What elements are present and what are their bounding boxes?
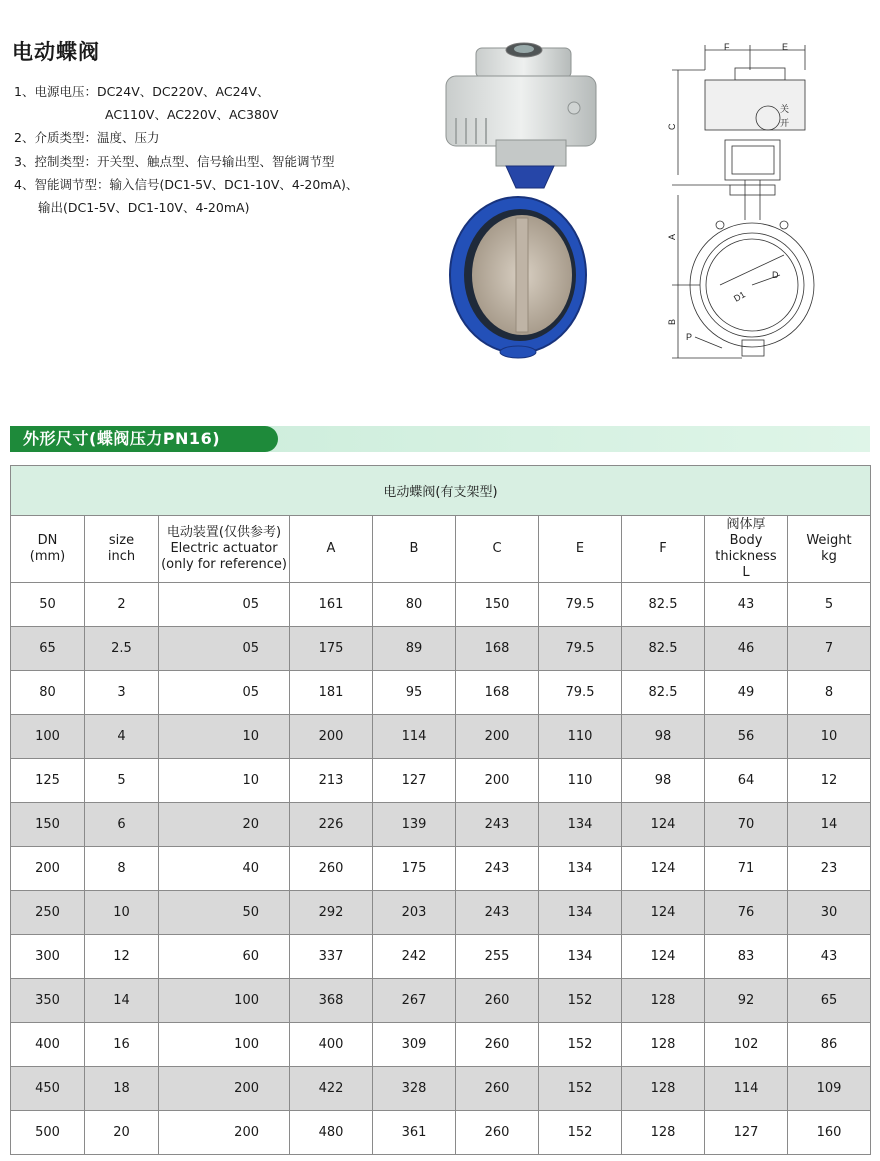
table-cell: 98: [622, 759, 705, 803]
table-row: [11, 759, 871, 803]
label-p: P: [686, 332, 693, 342]
table-cell: 200: [456, 715, 539, 759]
table-cell: 125: [11, 759, 85, 803]
column-header: [456, 516, 539, 583]
table-cell: 168: [456, 671, 539, 715]
table-cell: 82.5: [622, 583, 705, 627]
table-cell: 260: [456, 1023, 539, 1067]
table-cell: 30: [788, 891, 871, 935]
table-cell: 175: [290, 627, 373, 671]
table-cell: 71: [705, 847, 788, 891]
dimension-table: [10, 465, 871, 1155]
table-cell: 60: [159, 935, 290, 979]
table-cell: 14: [788, 803, 871, 847]
column-header-line: L: [742, 565, 750, 580]
spec-item: 2、介质类型：温度、压力: [14, 130, 160, 146]
table-cell: 260: [456, 1067, 539, 1111]
table-row: [11, 979, 871, 1023]
column-header-line: B: [409, 541, 419, 556]
table-cell: 18: [85, 1067, 159, 1111]
spec-item: 输出(DC1-5V、DC1-10V、4-20mA): [38, 200, 250, 216]
column-header-line: Body: [729, 533, 763, 548]
table-cell: 64: [705, 759, 788, 803]
spec-item: 4、智能调节型：输入信号(DC1-5V、DC1-10V、4-20mA)、: [14, 176, 359, 192]
table-cell: 89: [373, 627, 456, 671]
table-cell: 50: [159, 891, 290, 935]
table-row: [11, 891, 871, 935]
table-cell: 10: [159, 759, 290, 803]
table-cell: 127: [705, 1111, 788, 1155]
spec-item: 3、控制类型：开关型、触点型、信号输出型、智能调节型: [14, 153, 335, 169]
label-c: C: [667, 123, 677, 130]
table-cell: 65: [788, 979, 871, 1023]
table-cell: 134: [539, 803, 622, 847]
table-cell: 10: [788, 715, 871, 759]
table-cell: 450: [11, 1067, 85, 1111]
table-cell: 79.5: [539, 583, 622, 627]
column-header-line: Electric actuator: [170, 541, 278, 556]
table-cell: 139: [373, 803, 456, 847]
table-cell: 05: [159, 583, 290, 627]
spec-item: AC110V、AC220V、AC380V: [105, 107, 279, 123]
dimension-drawing: [660, 40, 870, 365]
table-cell: 124: [622, 935, 705, 979]
table-cell: 43: [788, 935, 871, 979]
column-header-line: 阀体厚: [726, 517, 766, 532]
table-row: [11, 583, 871, 627]
table-cell: 260: [456, 1111, 539, 1155]
table-body: [11, 583, 871, 1155]
column-header: [788, 516, 871, 583]
table-cell: 109: [788, 1067, 871, 1111]
table-cell: 422: [290, 1067, 373, 1111]
table-cell: 128: [622, 1067, 705, 1111]
table-cell: 110: [539, 715, 622, 759]
table-cell: 300: [11, 935, 85, 979]
table-cell: 95: [373, 671, 456, 715]
column-header: [85, 516, 159, 583]
table-cell: 102: [705, 1023, 788, 1067]
table-cell: 213: [290, 759, 373, 803]
table-cell: 76: [705, 891, 788, 935]
table-cell: 226: [290, 803, 373, 847]
table-row: [11, 715, 871, 759]
table-cell: 40: [159, 847, 290, 891]
table-cell: 400: [290, 1023, 373, 1067]
table-cell: 8: [788, 671, 871, 715]
table-cell: 134: [539, 891, 622, 935]
table-cell: 350: [11, 979, 85, 1023]
table-cell: 242: [373, 935, 456, 979]
table-cell: 110: [539, 759, 622, 803]
table-cell: 328: [373, 1067, 456, 1111]
valve-photo: [436, 40, 604, 370]
table-row: [11, 803, 871, 847]
label-a: A: [667, 233, 677, 240]
table-row: [11, 1067, 871, 1111]
table-cell: 200: [290, 715, 373, 759]
table-cell: 243: [456, 847, 539, 891]
table-cell: 82.5: [622, 671, 705, 715]
table-cell: 2.5: [85, 627, 159, 671]
table-cell: 243: [456, 803, 539, 847]
table-row: [11, 847, 871, 891]
table-cell: 134: [539, 935, 622, 979]
column-header-line: C: [492, 541, 502, 556]
table-cell: 368: [290, 979, 373, 1023]
table-cell: 65: [11, 627, 85, 671]
column-header: [159, 516, 290, 583]
table-cell: 3: [85, 671, 159, 715]
table-cell: 100: [159, 979, 290, 1023]
table-cell: 98: [622, 715, 705, 759]
table-cell: 150: [456, 583, 539, 627]
table-cell: 114: [705, 1067, 788, 1111]
table-cell: 79.5: [539, 671, 622, 715]
table-cell: 309: [373, 1023, 456, 1067]
table-row: [11, 1023, 871, 1067]
table-cell: 480: [290, 1111, 373, 1155]
column-header-line: size: [108, 533, 135, 548]
table-cell: 152: [539, 979, 622, 1023]
table-cell: 181: [290, 671, 373, 715]
table-cell: 127: [373, 759, 456, 803]
table-cell: 337: [290, 935, 373, 979]
table-cell: 150: [11, 803, 85, 847]
table-cell: 128: [622, 979, 705, 1023]
label-close: 关: [780, 104, 790, 114]
table-cell: 400: [11, 1023, 85, 1067]
table-cell: 292: [290, 891, 373, 935]
table-cell: 20: [85, 1111, 159, 1155]
table-cell: 250: [11, 891, 85, 935]
table-cell: 152: [539, 1111, 622, 1155]
label-b: B: [667, 318, 677, 325]
table-cell: 2: [85, 583, 159, 627]
table-cell: 100: [159, 1023, 290, 1067]
column-header-line: DN: [37, 533, 58, 548]
column-header: [622, 516, 705, 583]
table-cell: 10: [85, 891, 159, 935]
table-header-row: [11, 516, 871, 583]
section-title: 外形尺寸(蝶阀压力PN16): [10, 426, 278, 452]
table-cell: 92: [705, 979, 788, 1023]
label-d: D: [772, 270, 779, 280]
column-header: [539, 516, 622, 583]
table-cell: 70: [705, 803, 788, 847]
table-cell: 8: [85, 847, 159, 891]
table-row: [11, 671, 871, 715]
table-cell: 200: [456, 759, 539, 803]
column-header-line: E: [575, 541, 585, 556]
table-cell: 128: [622, 1023, 705, 1067]
table-cell: 260: [290, 847, 373, 891]
table-cell: 160: [788, 1111, 871, 1155]
table-cell: 79.5: [539, 627, 622, 671]
table-cell: 23: [788, 847, 871, 891]
table-cell: 05: [159, 627, 290, 671]
table-cell: 114: [373, 715, 456, 759]
table-cell: 175: [373, 847, 456, 891]
table-cell: 203: [373, 891, 456, 935]
table-cell: 200: [159, 1067, 290, 1111]
spec-item: 1、电源电压：DC24V、DC220V、AC24V、: [14, 84, 270, 99]
column-header: [11, 516, 85, 583]
table-row: [11, 627, 871, 671]
table-cell: 243: [456, 891, 539, 935]
column-header-line: Weight: [806, 533, 852, 548]
table-cell: 82.5: [622, 627, 705, 671]
table-cell: 20: [159, 803, 290, 847]
table-cell: 14: [85, 979, 159, 1023]
table-cell: 260: [456, 979, 539, 1023]
table-cell: 43: [705, 583, 788, 627]
column-header: [705, 516, 788, 583]
table-cell: 46: [705, 627, 788, 671]
table-cell: 83: [705, 935, 788, 979]
table-cell: 10: [159, 715, 290, 759]
label-f: F: [724, 42, 730, 52]
table-cell: 49: [705, 671, 788, 715]
table-cell: 124: [622, 891, 705, 935]
spec-list: [14, 80, 414, 219]
table-cell: 100: [11, 715, 85, 759]
table-cell: 86: [788, 1023, 871, 1067]
table-cell: 124: [622, 847, 705, 891]
table-cell: 255: [456, 935, 539, 979]
label-d1: D1: [732, 289, 747, 304]
column-header-line: F: [659, 541, 667, 556]
page-title: 电动蝶阀: [12, 40, 100, 64]
table-cell: 267: [373, 979, 456, 1023]
table-cell: 134: [539, 847, 622, 891]
column-header: [373, 516, 456, 583]
table-cell: 161: [290, 583, 373, 627]
table-cell: 124: [622, 803, 705, 847]
table-cell: 361: [373, 1111, 456, 1155]
table-cell: 4: [85, 715, 159, 759]
table-cell: 500: [11, 1111, 85, 1155]
table-cell: 12: [85, 935, 159, 979]
column-header-line: (only for reference): [161, 557, 287, 572]
table-cell: 80: [11, 671, 85, 715]
table-cell: 168: [456, 627, 539, 671]
table-cell: 200: [159, 1111, 290, 1155]
table-cell: 16: [85, 1023, 159, 1067]
table-cell: 200: [11, 847, 85, 891]
table-cell: 5: [788, 583, 871, 627]
table-cell: 7: [788, 627, 871, 671]
label-e: E: [782, 42, 789, 52]
table-cell: 128: [622, 1111, 705, 1155]
column-header-line: (mm): [29, 549, 66, 564]
table-caption: 电动蝶阀(有支架型): [11, 466, 871, 516]
table-cell: 152: [539, 1067, 622, 1111]
table-cell: 6: [85, 803, 159, 847]
column-header-line: 电动装置(仅供参考): [166, 525, 282, 540]
table-cell: 152: [539, 1023, 622, 1067]
label-open: 开: [780, 118, 790, 128]
table-cell: 50: [11, 583, 85, 627]
table-cell: 56: [705, 715, 788, 759]
table-row: [11, 935, 871, 979]
table-cell: 05: [159, 671, 290, 715]
table-row: [11, 1111, 871, 1155]
column-header: [290, 516, 373, 583]
column-header-line: inch: [107, 549, 136, 564]
table-cell: 12: [788, 759, 871, 803]
table-cell: 5: [85, 759, 159, 803]
column-header-line: kg: [821, 549, 837, 564]
column-header-line: A: [326, 541, 336, 556]
column-header-line: thickness: [715, 549, 777, 564]
table-cell: 80: [373, 583, 456, 627]
